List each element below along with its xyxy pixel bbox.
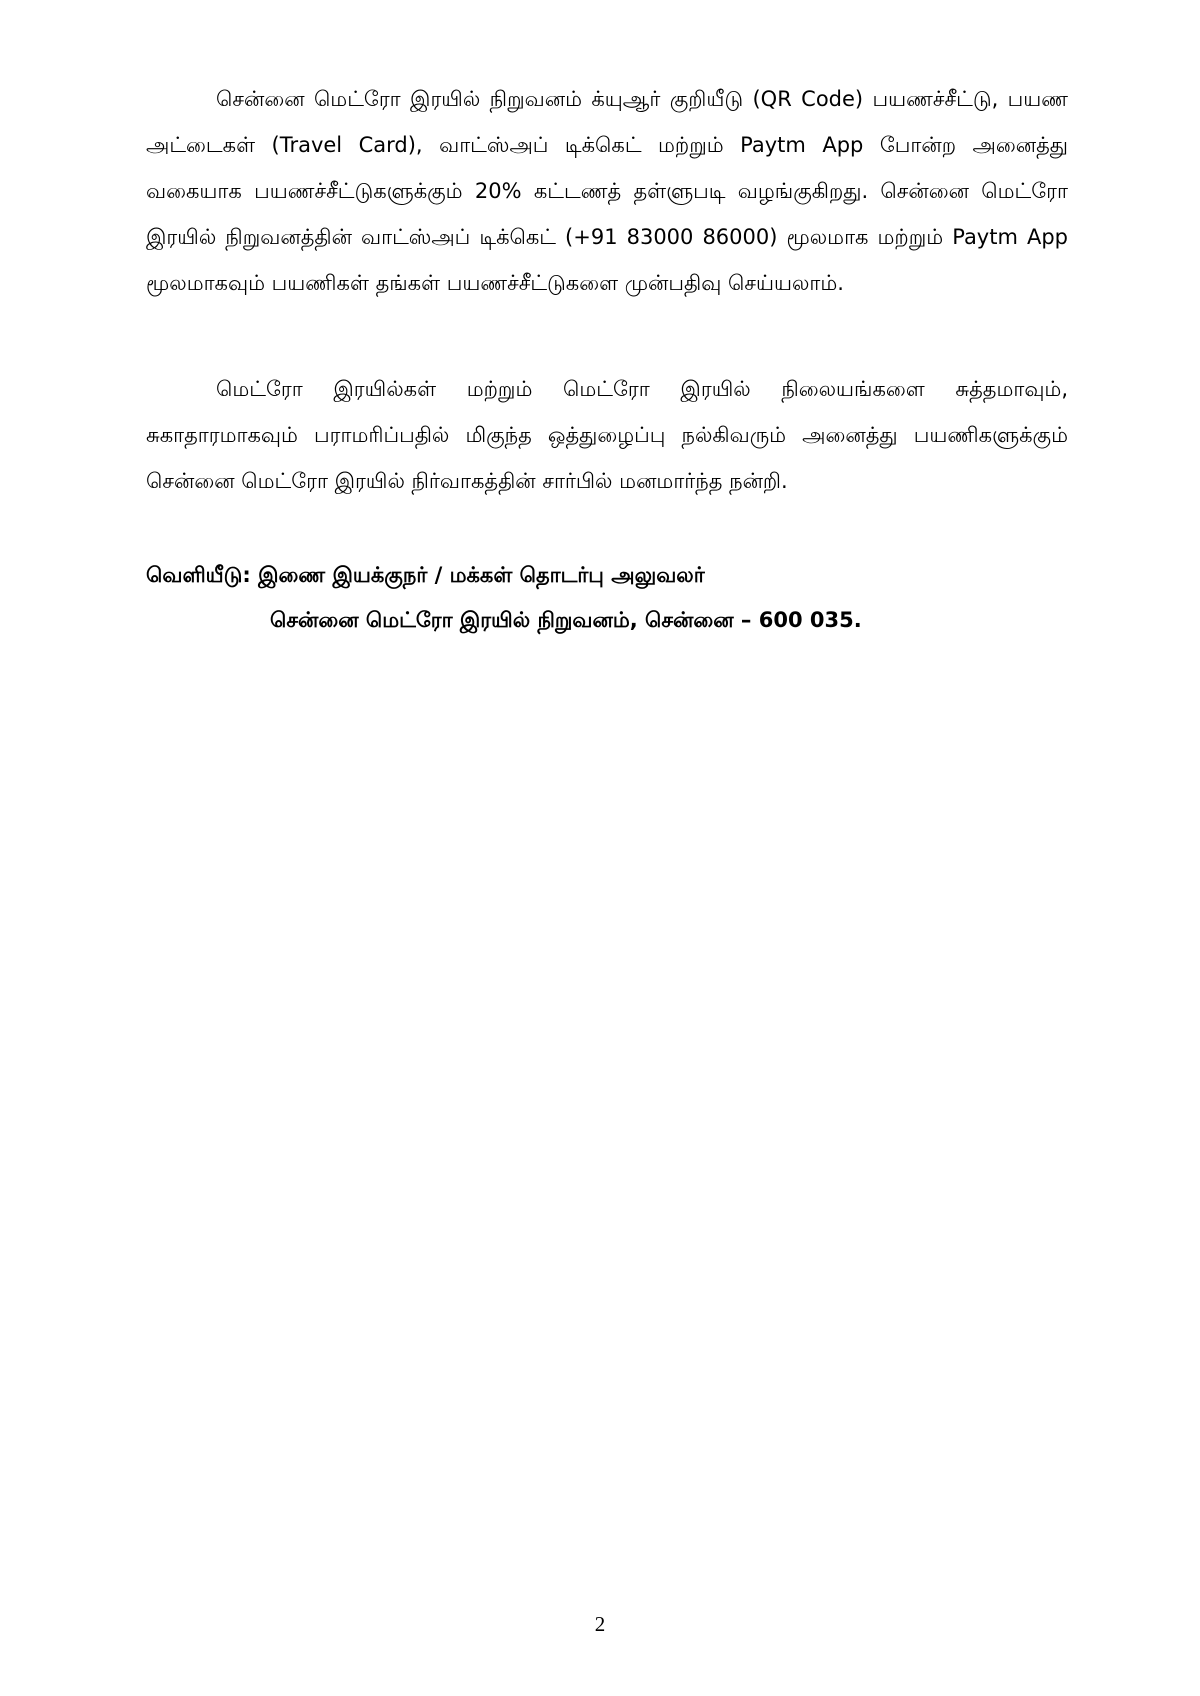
body-paragraph-thanks: மெட்ரோ இரயில்கள் மற்றும் மெட்ரோ இரயில் நிலையங்களை சுத்தமாவும், சுகாதாரமாகவும் பராமரிப்பதில் மிகுந்த ஒத்துழைப்பு நல்கிவரும் அனைத்து பயணிகளுக்கும் சென்னை மெட்ரோ இரயில் நிர்வாகத்தின் சார்பில் மனமார்ந்த நன்றி. bbox=[146, 377, 1068, 493]
page-number: 2 bbox=[594, 1612, 606, 1636]
release-signature-block bbox=[146, 553, 1068, 643]
release-organization-line: சென்னை மெட்ரோ இரயில் நிறுவனம், சென்னை – 600 035. bbox=[270, 608, 862, 632]
release-issuer-line: வெளியீடு: இணை இயக்குநர் / மக்கள் தொடர்பு அலுவலர் bbox=[146, 563, 705, 587]
body-paragraph-discount: சென்னை மெட்ரோ இரயில் நிறுவனம் க்யுஆர் குறியீடு (QR Code) பயணச்சீட்டு, பயண அட்டைகள் (Travel Card), வாட்ஸ்அப் டிக்கெட் மற்றும் Paytm App போன்ற அனைத்து வகையாக பயணச்சீட்டுகளுக்கும் 20% கட்டணத் தள்ளுபடி வழங்குகிறது. சென்னை மெட்ரோ இரயில் நிறுவனத்தின் வாட்ஸ்அப் டிக்கெட் (+91 83000 86000) மூலமாக மற்றும் Paytm App மூலமாகவும் பயணிகள் தங்கள் பயணச்சீட்டுகளை முன்பதிவு செய்யலாம். bbox=[146, 87, 1068, 295]
